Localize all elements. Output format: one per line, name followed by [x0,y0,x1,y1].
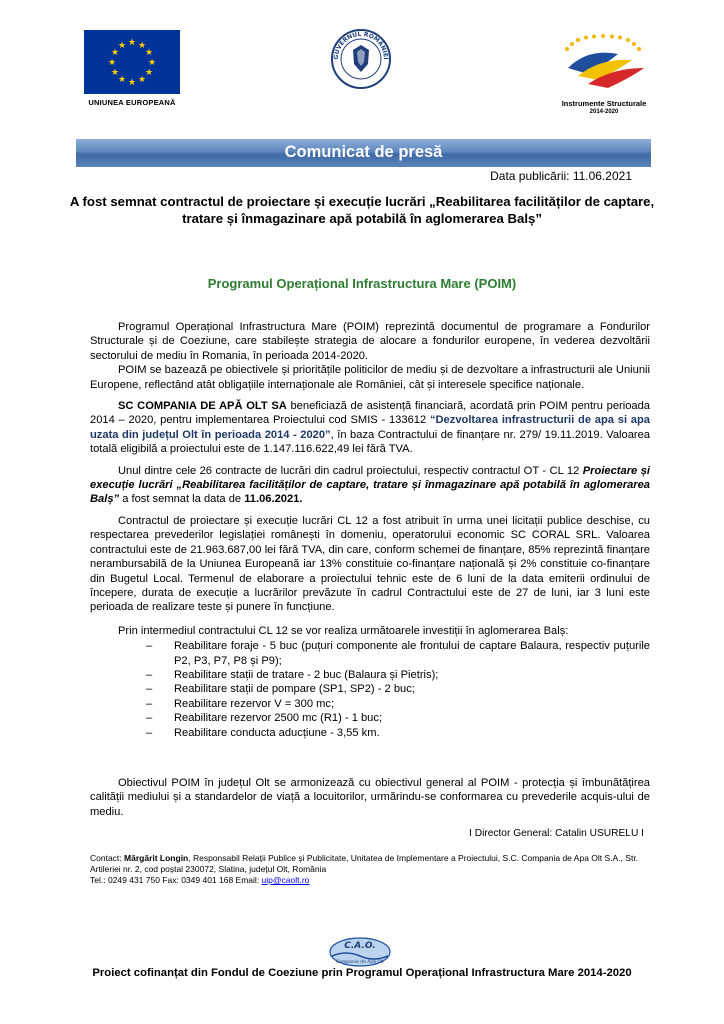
cao-logo-icon [318,932,402,970]
government-seal-icon [330,28,392,90]
svg-text:★: ★ [144,68,154,78]
publication-date: Data publicării: 11.06.2021 [490,169,632,183]
paragraph-objective: Obiectivul POIM în județul Olt se armonizează cu obiectivul general al POIM - protecția și îmbunătățirea calității mediului și a standardelor de viață a locuitorilor, urmărindu-se conformarea cu prevederile acquis-ului de mediu. [90,776,650,818]
project-name: “Dezvoltarea infrastructurii de apa si apa uzata din județul Olt în perioada 2014 - 2020” [90,414,651,441]
contact-details: , Responsabil Relații Publice și Publicitate, Unitatea de Implementare a Proiectului, S.C. Compania de Apa Olt S.A., Str. Artileriei nr. 2, cod poștal 230072, Slatina, județul Olt, România [90,853,639,874]
program-title: Programul Operațional Infrastructura Mare (POIM) [207,276,517,291]
svg-text:★: ★ [144,48,154,58]
paragraph-poim-intro: Programul Operațional Infrastructura Mare (POIM) reprezintă documentul de programare a Fondurilor Structurale și de Coeziune, care stabilește strategia de alocare a fondurilor europene, în vederea dezvoltării sectorului de mediu în Romania, în perioada 2014-2020. [90,321,650,362]
paragraph-financing [90,399,650,457]
financing-text-a: beneficiază de asistență financiară, acordată prin POIM pentru perioada 2014 – 2020, pentru implementarea Proiectului cod SMIS - 133612 [90,400,651,427]
banner-title: Comunicat de presă [284,143,443,161]
contact-email-link[interactable]: uip@caolt.ro [261,875,310,885]
eu-flag-icon [84,30,180,94]
financing-text-b: , în baza Contractului de finanțare nr. 279/ 19.11.2019. Valoarea totală eligibilă a proiectului este de 1.147.116.622,49 lei fără TVA. [90,428,650,456]
contract-date: 11.06.2021. [244,493,303,506]
investments-list [146,639,650,740]
government-seal [330,28,392,90]
government-seal-text: GUVERNUL ROMÂNIEI [332,30,390,60]
headline: A fost semnat contractul de proiectare și execuție lucrări „Reabilitarea facilităților de captare, tratare și înmagazinare apă potabilă în aglomerarea Balș” [69,194,655,226]
structural-instruments-logo [558,34,650,117]
eu-caption: UNIUNEA EUROPEANĂ [88,98,176,107]
structural-instruments-period: 2014-2020 [589,109,619,115]
article-body [90,320,650,819]
contact-block [90,853,650,886]
structural-instruments-title: Instrumente Structurale [561,99,647,108]
svg-text:★: ★ [110,48,120,58]
footer: Proiect cofinanțat din Fondul de Coeziune prin Programul Operațional Infrastructura Mare 2014-2020 [92,967,632,979]
svg-text:★: ★ [107,58,117,68]
paragraph-contract [90,464,650,507]
svg-text:★: ★ [137,75,147,85]
svg-text:★: ★ [127,78,137,88]
paragraph-contract-details: Contractul de proiectare și execuție lucrări CL 12 a fost atribuit în urma unei licitații publice deschise, cu respectarea prevederilor legislației românești în domeniu, operatorului economic SC CORAL SRL. Valoarea contractului este de 21.963.687,00 lei fără TVA, din care, conform schemei de finanțare, 85% reprezintă finanțare nerambursabilă de la Uniunea Europeană iar 13% constituie co-finanțare națională și 2% constituie co-finanțare din Bugetul Local. Termenul de elaborare a proiectului tehnic este de 6 luni de la data emiterii ordinului de începere, durata de execuție a lucrărilor prevăzute în cadrul Contractului este de 27 de luni, iar 3 luni este perioada de realizare teste și punere în funcțiune. [90,514,650,614]
logo-row [0,28,724,115]
company-name: SC COMPANIA DE APĂ OLT SA [118,400,287,413]
list-item: – Reabilitare rezervor 2500 mc (R1) - 1 buc; [146,711,650,725]
contract-title: Proiectare și execuție lucrări „Reabilitarea facilităților de captare, tratare și înmagazinare apă potabilă în aglomerarea Balș” [90,464,651,506]
svg-text:★: ★ [137,41,147,51]
list-item: – Reabilitare rezervor V = 300 mc; [146,697,650,711]
structural-instruments-icon [558,34,650,92]
contract-text-b: a fost semnat la data de [119,493,245,506]
paragraph-investments-intro: Prin intermediul contractului CL 12 se vor realiza următoarele investiții în aglomerarea Balș: [118,624,569,637]
svg-text:★: ★ [110,68,120,78]
eu-stars-icon [84,30,180,94]
contact-label: Contact: [90,853,125,863]
list-item: – Reabilitare stații de pompare (SP1, SP2) - 2 buc; [146,682,650,696]
cao-logo-text: C.A.O. [344,941,376,951]
cao-logo [318,932,402,970]
contract-text-a: Unul dintre cele 26 contracte de lucrări din cadrul proiectului, respectiv contractul OT - CL 12 [118,464,583,477]
contact-name: Mărgărit Longin [124,853,189,863]
list-item: – Reabilitare foraje - 5 buc (puțuri componente ale frontului de captare Balaura, respectiv puțurile P2, P3, P7, P8 și P9); [146,639,650,668]
svg-text:★: ★ [117,41,127,51]
list-item: – Reabilitare stații de tratare - 2 buc (Balaura și Pietris); [146,668,650,682]
signature: I Director General: Catalin USURELU I [469,828,644,839]
eu-logo [84,30,180,107]
list-item: – Reabilitare conducta aducțiune - 3,55 km. [146,726,650,740]
svg-text:★: ★ [127,38,137,48]
press-release-banner [76,139,651,167]
structural-instruments-caption [558,99,650,117]
svg-text:★: ★ [147,58,157,68]
cao-logo-subtext: Compania de Apă Olt [336,960,384,965]
contact-phones: Tel.: 0249 431 750 Fax: 0349 401 168 Email: [90,875,262,885]
svg-text:★: ★ [117,75,127,85]
paragraph-poim-basis: POIM se bazează pe obiectivele și prioritățile politicilor de mediu și de dezvoltare a infrastructurii ale Uniunii Europene, reflectând atât obligațiile internaționale ale României, cât și interesele specifice naționale. [90,364,650,391]
